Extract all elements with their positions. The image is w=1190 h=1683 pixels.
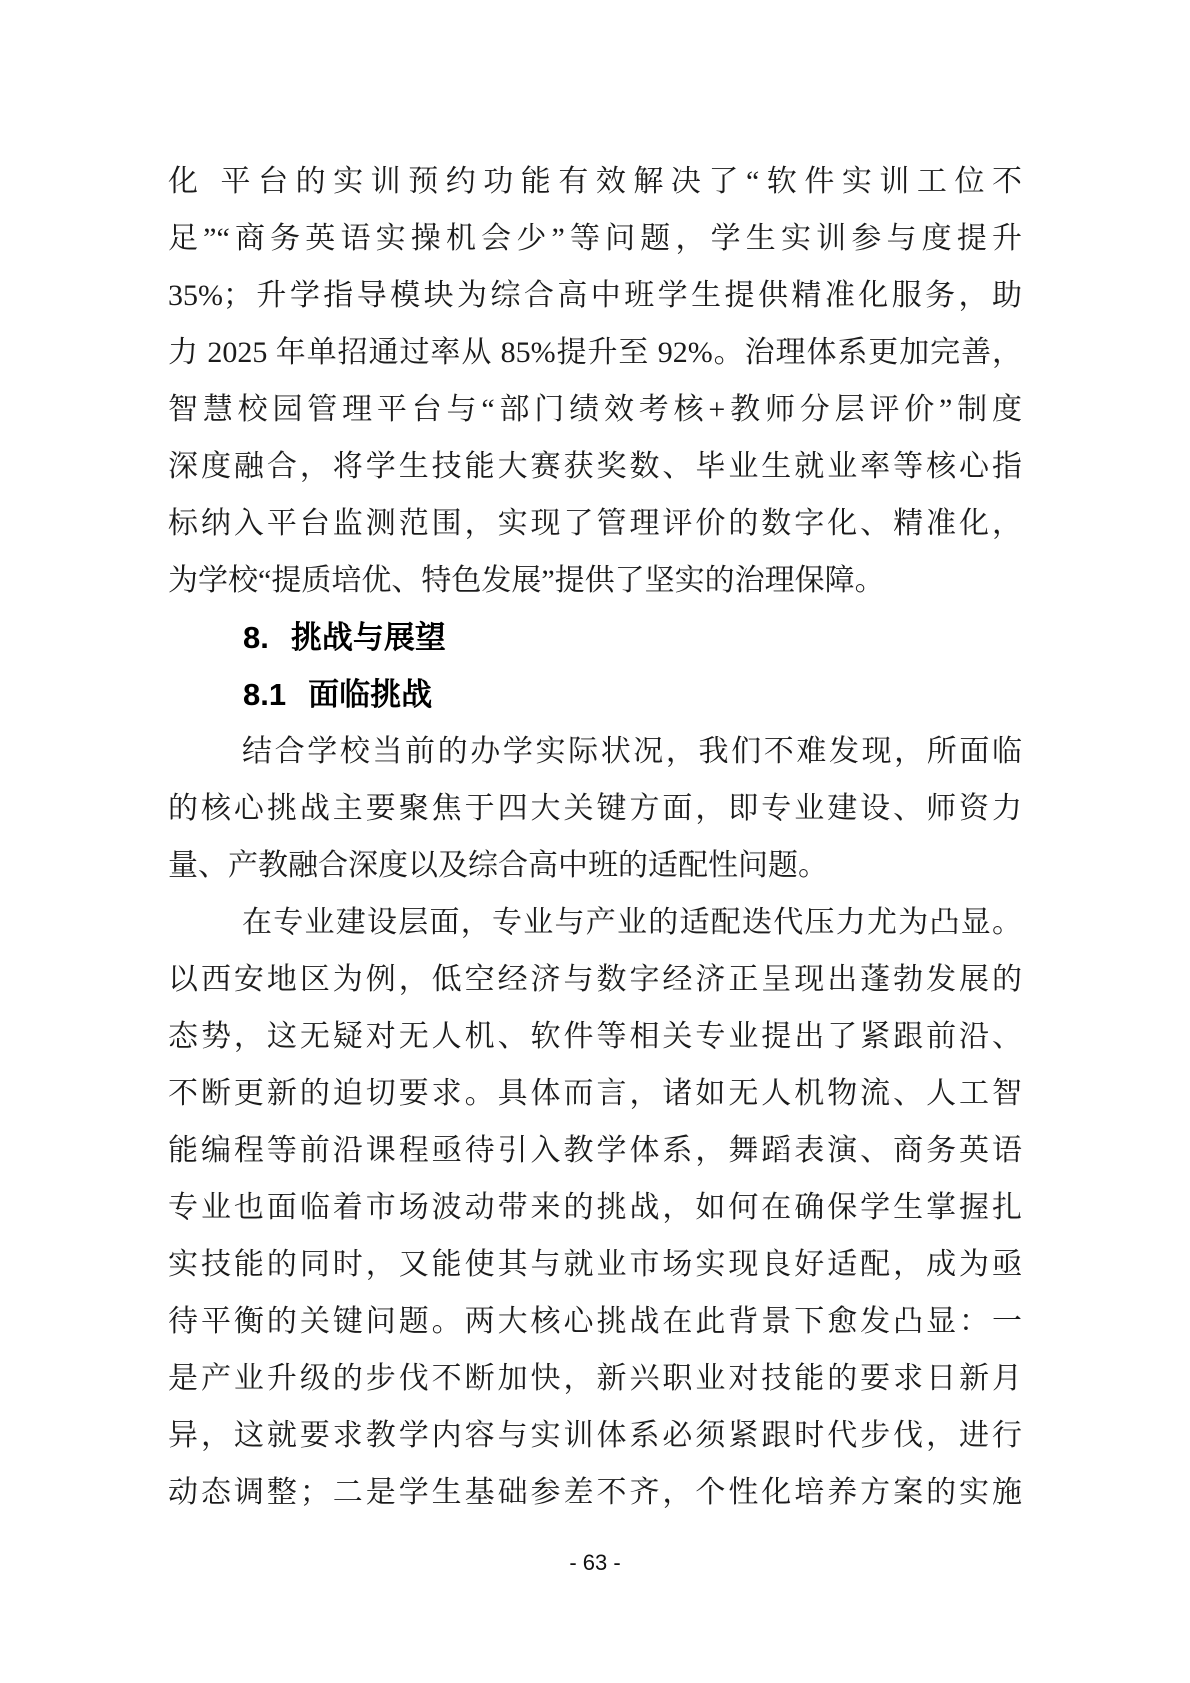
text-line: 为学校“提质培优、特色发展”提供了坚实的治理保障。 [168,564,885,597]
text-line: 智慧校园管理平台与“部门绩效考核+教师分层评价”制度 [168,393,1022,426]
text-line: 的核心挑战主要聚焦于四大关键方面，即专业建设、师资力 [168,792,1022,825]
subsection-heading-title: 面临挑战 [308,677,433,712]
text-line: 深度融合，将学生技能大赛获奖数、毕业生就业率等核心指 [168,450,1022,483]
text-line: 不断更新的迫切要求。具体而言，诸如无人机物流、人工智 [168,1077,1022,1110]
text-line: 力 2025 年单招通过率从 85%提升至 92%。治理体系更加完善， [168,336,1022,369]
section-heading-number: 8. [243,620,269,655]
section-heading-title: 挑战与展望 [290,620,446,655]
text-line: 态势，这无疑对无人机、软件等相关专业提出了紧跟前沿、 [168,1020,1022,1053]
text-line: 实技能的同时，又能使其与就业市场实现良好适配，成为亟 [168,1248,1022,1281]
text-line: 在专业建设层面，专业与产业的适配迭代压力尤为凸显。 [242,906,1022,939]
text-line: 结合学校当前的办学实际状况，我们不难发现，所面临 [242,735,1022,768]
text-line: 以西安地区为例，低空经济与数字经济正呈现出蓬勃发展的 [168,963,1022,996]
text-line: 异，这就要求教学内容与实训体系必须紧跟时代步伐，进行 [168,1419,1022,1452]
text-line: 能编程等前沿课程亟待引入教学体系，舞蹈表演、商务英语 [168,1134,1022,1167]
text-line: 动态调整；二是学生基础参差不齐，个性化培养方案的实施 [168,1476,1022,1509]
text-line: 35%；升学指导模块为综合高中班学生提供精准化服务，助 [168,279,1022,312]
text-line: 是产业升级的步伐不断加快，新兴职业对技能的要求日新月 [168,1362,1022,1395]
text-line: 化 平台的实训预约功能有效解决了“软件实训工位不 [168,165,1022,198]
subsection-heading-number: 8.1 [243,677,287,712]
page-body-text [168,153,1022,1521]
text-line: 待平衡的关键问题。两大核心挑战在此背景下愈发凸显：一 [168,1305,1022,1338]
text-line: 标纳入平台监测范围，实现了管理评价的数字化、精准化， [168,507,1022,540]
page-number-footer: - 63 - [569,1550,621,1575]
text-line: 足”“商务英语实操机会少”等问题，学生实训参与度提升 [168,222,1022,255]
subsection-heading [168,666,1022,723]
text-line: 量、产教融合深度以及综合高中班的适配性问题。 [168,849,828,882]
section-heading [168,609,1022,666]
text-line: 专业也面临着市场波动带来的挑战，如何在确保学生掌握扎 [168,1191,1022,1224]
